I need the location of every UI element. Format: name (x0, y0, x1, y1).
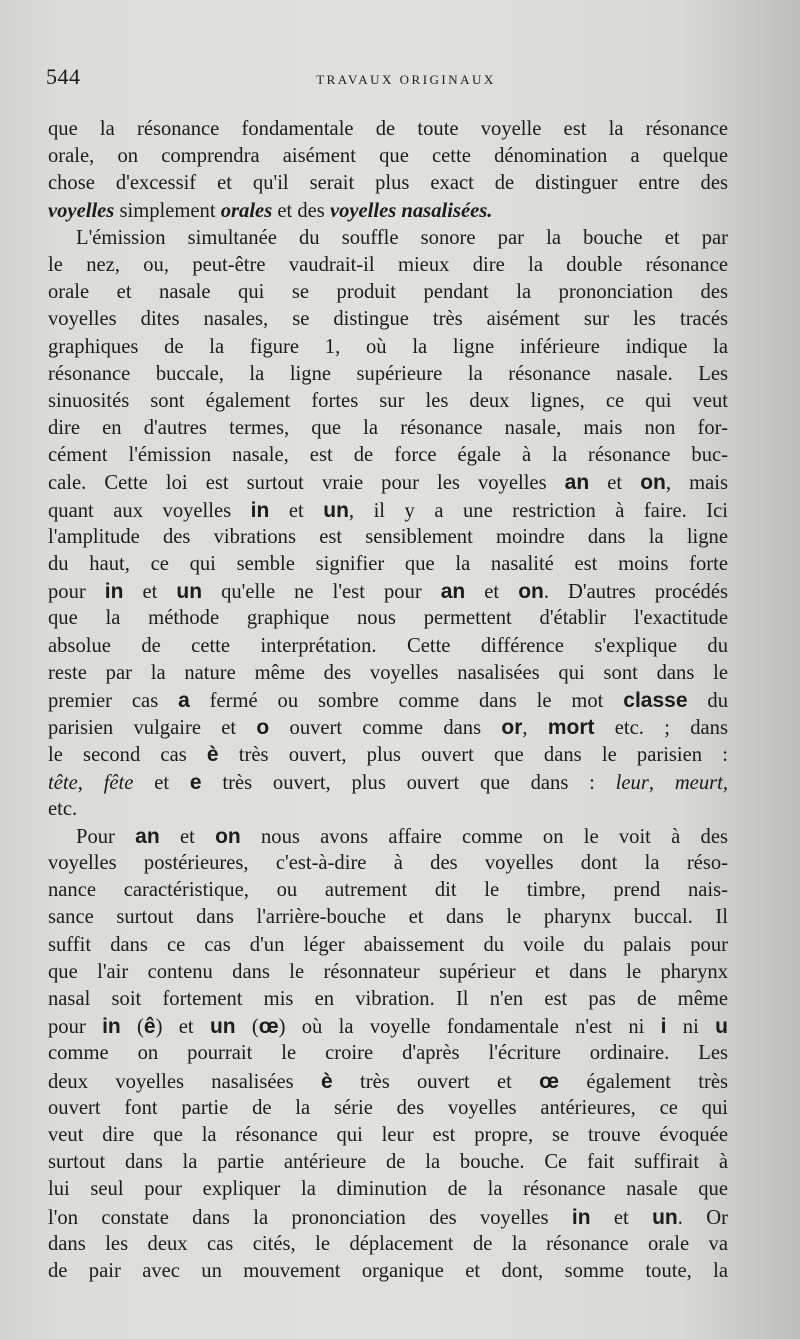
text-fragment: , il y a une restriction à faire. Ici (348, 499, 729, 522)
text-line: cément l'émission nasale, est de force égale à la résonance buc- (48, 444, 728, 467)
example-word: mort (547, 716, 595, 740)
text-fragment: simplement (114, 199, 221, 222)
text-line: sance surtout dans l'arrière-bouche et dans le pharynx buccal. Il (48, 906, 728, 929)
text-fragment: fermé ou sombre comme dans le mot (189, 689, 624, 712)
vowel-term: è (206, 743, 219, 767)
text-line: absolue de cette interprétation. Cette différence s'explique du (48, 634, 728, 657)
text-fragment: et (123, 581, 177, 604)
text-fragment: ouvert comme dans (269, 717, 502, 740)
vowel-term: an (564, 471, 590, 495)
text-fragment: et (269, 499, 324, 522)
text-fragment: ( (120, 1016, 144, 1039)
text-line: L'émission simultanée du souffle sonore par la bouche et par (76, 226, 728, 249)
italic-term: voyelles (48, 199, 115, 222)
text-fragment: du (687, 689, 729, 712)
text-fragment: également très (559, 1070, 728, 1093)
text-line: chose d'excessif et qu'il serait plus exact de distinguer entre des (48, 172, 728, 195)
vowel-term: œ (258, 1015, 279, 1039)
text-line: sinuosités sont également fortes sur les deux lignes, ce qui veut (48, 389, 728, 412)
text-fragment: très ouvert, plus ouvert que dans le parisien : (218, 744, 728, 767)
vowel-term: on (640, 471, 666, 495)
text-fragment: ni (666, 1016, 716, 1039)
text-line: voyelles dites nasales, se distingue très aisément sur les tracés (48, 308, 728, 331)
text-line: que la résonance fondamentale de toute voyelle est la résonance (48, 118, 728, 140)
page-number: 544 (46, 64, 81, 89)
text-line: que la méthode graphique nous permettent d'établir l'exactitude (48, 607, 728, 630)
text-fragment: ( (235, 1016, 259, 1039)
text-fragment: quant aux voyelles (48, 499, 251, 522)
text-fragment: , (77, 771, 104, 794)
text-fragment: , (722, 771, 729, 794)
italic-term: meurt (674, 771, 723, 794)
text-fragment: , mais (665, 472, 728, 495)
text-line: suffit dans ce cas d'un léger abaissement du voile du palais pour (48, 933, 728, 956)
text-line: veut dire que la résonance qui leur est propre, se trouve évoquée (48, 1123, 728, 1146)
text-line (48, 687, 728, 714)
text-fragment: nous avons affaire comme on le voit à des (240, 825, 728, 848)
italic-term: voyelles nasalisées. (329, 199, 493, 222)
italic-term: tête (48, 771, 78, 794)
vowel-term: e (189, 770, 202, 794)
vowel-term: œ (539, 1069, 559, 1093)
vowel-term: a (178, 688, 190, 712)
text-line: nasal soit fortement mis en vibration. Il n'en est pas de même (48, 988, 728, 1010)
text-fragment: premier cas (48, 689, 179, 712)
text-line: ouvert font partie de la série des voyelles antérieures, ce qui (48, 1096, 728, 1119)
vowel-term: i (660, 1015, 667, 1039)
text-line: orale et nasale qui se produit pendant la prononciation des (48, 281, 728, 304)
vowel-term: u (715, 1015, 728, 1039)
text-fragment: et (589, 472, 641, 495)
text-line: dans les deux cas cités, le déplacement de la résonance orale va (48, 1232, 728, 1255)
vowel-term: an (440, 580, 466, 604)
text-fragment: cale. Cette loi est surtout vraie pour les voyelles (48, 472, 565, 495)
vowel-term: un (209, 1015, 236, 1039)
text-fragment: parisien vulgaire et (48, 717, 257, 740)
text-fragment: . Or (677, 1206, 728, 1229)
text-line: reste par la nature même des voyelles nasalisées qui sont dans le (48, 661, 728, 684)
text-fragment: l'on constate dans la prononciation des voyelles (48, 1206, 572, 1229)
vowel-term: on (215, 824, 241, 848)
text-line (48, 714, 728, 741)
text-line (48, 1068, 728, 1095)
text-line: résonance buccale, la ligne supérieure la résonance nasale. Les (48, 362, 728, 385)
text-line: lui seul pour expliquer la diminution de la résonance nasale que (48, 1178, 728, 1201)
text-line (48, 497, 728, 524)
text-fragment: ) où la voyelle fondamentale n'est ni (278, 1016, 661, 1039)
text-line (48, 769, 728, 796)
text-line: orale, on comprendra aisément que cette dénomination a quelque (48, 145, 728, 168)
text-line (48, 741, 728, 768)
vowel-term: o (256, 716, 270, 740)
text-line: que l'air contenu dans le résonnateur supérieur et dans le pharynx (48, 960, 728, 983)
text-fragment: très ouvert et (332, 1070, 540, 1093)
text-line: de pair avec un mouvement organique et dont, somme toute, la (48, 1259, 728, 1282)
vowel-term: in (102, 1015, 121, 1039)
text-line: dire en d'autres termes, que la résonance nasale, mais non for- (48, 417, 728, 440)
text-fragment: et (133, 771, 190, 794)
text-fragment: , (648, 771, 675, 794)
text-fragment: , (522, 717, 548, 740)
text-fragment: et (159, 825, 216, 848)
vowel-term: on (518, 580, 544, 604)
text-line: l'amplitude des vibrations est sensiblement moindre dans la ligne (48, 525, 728, 548)
text-line: graphiques de la figure 1, où la ligne inférieure indique la (48, 335, 728, 358)
text-line: comme on pourrait le croire d'après l'écriture ordinaire. Les (48, 1042, 728, 1065)
text-fragment: qu'elle ne l'est pour (202, 581, 441, 604)
text-fragment: deux voyelles nasalisées (48, 1070, 321, 1093)
text-line (48, 198, 728, 225)
text-fragment: ) et (155, 1016, 210, 1039)
text-line (48, 469, 728, 496)
vowel-term: ê (143, 1015, 156, 1039)
body-text (48, 116, 728, 1285)
text-line: le nez, ou, peut-être vaudrait-il mieux dire la double résonance (48, 253, 728, 276)
text-fragment: . D'autres procédés (543, 581, 728, 604)
text-line (48, 578, 728, 605)
text-fragment: très ouvert, plus ouvert que dans : (201, 771, 616, 794)
text-line (48, 1013, 728, 1040)
text-fragment: et (590, 1206, 653, 1229)
italic-term: orales (220, 199, 273, 222)
text-fragment: Pour (76, 825, 136, 848)
text-line: nance caractéristique, ou autrement dit le timbre, prend nais- (48, 879, 728, 902)
text-line: du haut, ce qui semble signifier que la nasalité est moins forte (48, 553, 728, 575)
text-fragment: et des (272, 199, 330, 222)
vowel-term: in (250, 498, 270, 522)
vowel-term: an (135, 824, 160, 848)
text-line (48, 1204, 728, 1231)
example-word: or (501, 716, 523, 740)
text-fragment: le second cas (48, 744, 207, 767)
example-word: classe (623, 688, 688, 712)
text-fragment: pour (48, 581, 105, 604)
italic-term: fête (103, 771, 134, 794)
text-fragment: et (465, 581, 519, 604)
text-line (48, 823, 728, 850)
text-fragment: pour (48, 1016, 103, 1039)
vowel-term: un (323, 498, 349, 522)
text-line: surtout dans la partie antérieure de la bouche. Ce fait suffirait à (48, 1151, 728, 1174)
vowel-term: in (104, 580, 124, 604)
vowel-term: in (571, 1205, 591, 1229)
vowel-term: è (320, 1069, 333, 1093)
italic-term: leur (615, 771, 649, 794)
text-line: etc. (48, 797, 78, 820)
text-fragment: etc. ; dans (594, 717, 728, 740)
vowel-term: un (652, 1205, 678, 1229)
running-head: TRAVAUX ORIGINAUX (316, 72, 496, 87)
text-line: voyelles postérieures, c'est-à-dire à des voyelles dont la réso- (48, 852, 728, 875)
vowel-term: un (176, 580, 203, 604)
